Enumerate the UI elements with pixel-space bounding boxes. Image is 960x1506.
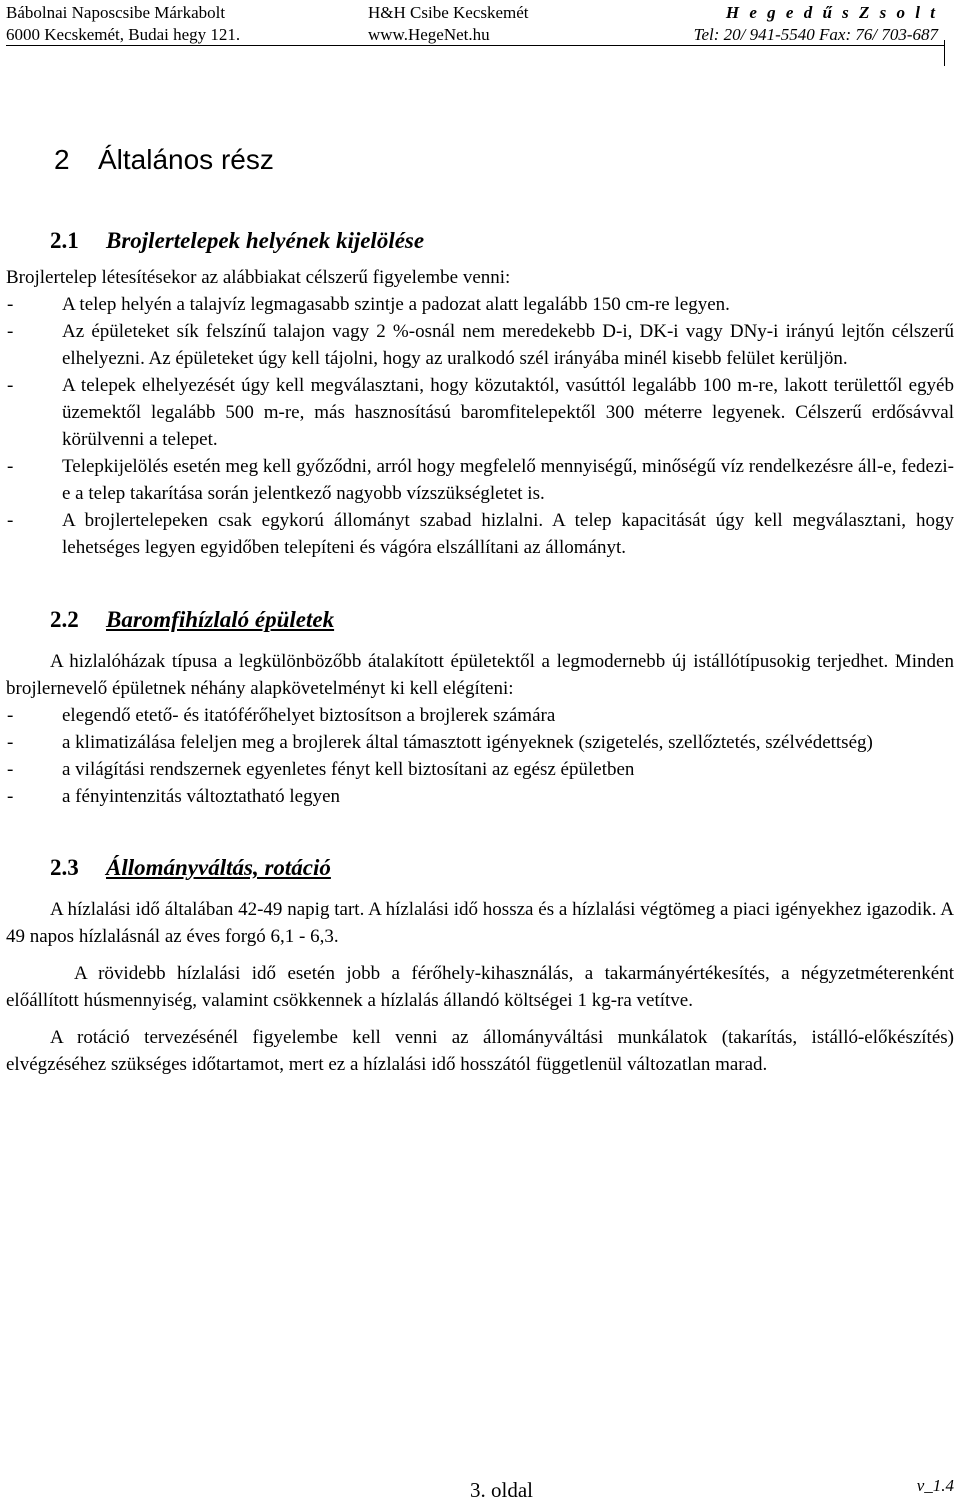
- header-divider: [6, 45, 944, 46]
- section-number: 2: [54, 144, 70, 175]
- header-company-name: H&H Csibe Kecskemét: [368, 3, 529, 22]
- section-number: 2.1: [50, 228, 79, 253]
- document-version: v_1.4: [916, 1476, 954, 1495]
- list-item: - Telepkijelölés esetén meg kell győződni, arról hogy megfelelő mennyiségű, minőségű víz rendelkezésre áll-e, fedezi-e a telep takarítása során jelentkező nagyobb vízszükségletet is.: [6, 453, 954, 507]
- list-item: - elegendő etető- és itatóférőhelyet biztosítson a brojlerek számára: [6, 702, 954, 729]
- page-header: [0, 0, 960, 48]
- header-contact: [694, 2, 938, 46]
- list-item: - Az épületeket sík felszínű talajon vagy 2 %-osnál nem meredekebb D-i, DK-i vagy DNy-i irányú lejtőn célszerű elhelyezni. Az épületeket úgy kell tájolni, hogy az uralkodó szél irányába minél kisebb felület kerüljön.: [6, 318, 954, 372]
- section-heading-2-1: [6, 225, 954, 257]
- list-item: - a fényintenzitás változtatható legyen: [6, 783, 954, 810]
- header-shop-address: 6000 Kecskemét, Budai hegy 121.: [6, 25, 241, 44]
- document-body: [6, 140, 954, 1078]
- section-2-3-paragraph-1: A hízlalási idő általában 42-49 napig tart. A hízlalási idő hossza és a hízlalási végtömeg a piaci igényekhez igazodik. A 49 napos hízlalásnál az éves forgó 6,1 - 6,3.: [6, 899, 954, 947]
- list-item: - a világítási rendszernek egyenletes fényt kell biztosítani az egész épületben: [6, 756, 954, 783]
- section-number: 2.3: [50, 855, 79, 880]
- section-2-3-paragraph-3: A rotáció tervezésénél figyelembe kell venni az állományváltási munkálatok (takarítás, istálló-előkészítés) elvégzéséhez szükséges időtartamot, mert ez a hízlalási idő hosszától függetlenül változatlan marad.: [6, 1027, 954, 1075]
- header-shop: [6, 2, 240, 46]
- section-number: 2.2: [50, 607, 79, 632]
- header-contact-phone: Tel: 20/ 941-5540 Fax: 76/ 703-687: [693, 25, 938, 44]
- list-item: - A telepek elhelyezését úgy kell megválasztani, hogy közutaktól, vasúttól legalább 100 m-re, lakott területtől egyéb üzemektől legalább 500 m-re, más hasznosítású baromfitelepektől 300 méterre legyenek. Célszerű erdősávval körülvenni a telepet.: [6, 372, 954, 453]
- section-2-2-list: [6, 702, 954, 810]
- section-2-2-intro: A hizlalóházak típusa a legkülönbözőbb átalakított épületektől a legmodernebb új istállótípusokig terjedhet. Minden brojlernevelő épületnek néhány alapkövetelményt ki kell elégíteni:: [6, 651, 954, 699]
- list-item: - A telep helyén a talajvíz legmagasabb szintje a padozat alatt legalább 150 cm-re legyen.: [6, 291, 954, 318]
- section-title: Állományváltás, rotáció: [106, 855, 331, 880]
- section-title: Brojlertelepek helyének kijelölése: [106, 228, 425, 253]
- page-number: 3. oldal: [470, 1478, 533, 1502]
- section-title: Baromfihízlaló épületek: [106, 607, 335, 632]
- header-corner-mark: [944, 40, 945, 66]
- section-2-1-intro: Brojlertelep létesítésekor az alábbiakat célszerű figyelembe venni:: [6, 267, 511, 288]
- section-2-1-list: [6, 291, 954, 561]
- list-item: - A brojlertelepeken csak egykorú állományt szabad hizlalni. A telep kapacitását úgy kell megválasztani, hogy lehetséges legyen egyidőben telepíteni és vágóra elszállítani az állományt.: [6, 507, 954, 561]
- header-company: [368, 2, 529, 46]
- header-website: www.HegeNet.hu: [368, 25, 490, 44]
- list-item: - a klimatizálása feleljen meg a brojlerek által támasztott igényeknek (szigetelés, szellőztetés, szélvédettség): [6, 729, 954, 756]
- header-contact-name: H e g e d ű s Z s o l t: [725, 3, 938, 22]
- header-shop-name: Bábolnai Naposcsibe Márkabolt: [6, 3, 226, 22]
- section-heading-2: [54, 140, 954, 180]
- section-2-3-paragraph-2: A rövidebb hízlalási idő esetén jobb a férőhely-kihasználás, a takarmányértékesítés, a négyzetméterenként előállított húsmennyiség, valamint csökkennek a hízlalás állandó költségei 1 kg-ra vetítve.: [6, 963, 954, 1011]
- section-heading-2-2: [6, 604, 954, 636]
- section-title: Általános rész: [98, 144, 274, 175]
- section-heading-2-3: [6, 852, 954, 884]
